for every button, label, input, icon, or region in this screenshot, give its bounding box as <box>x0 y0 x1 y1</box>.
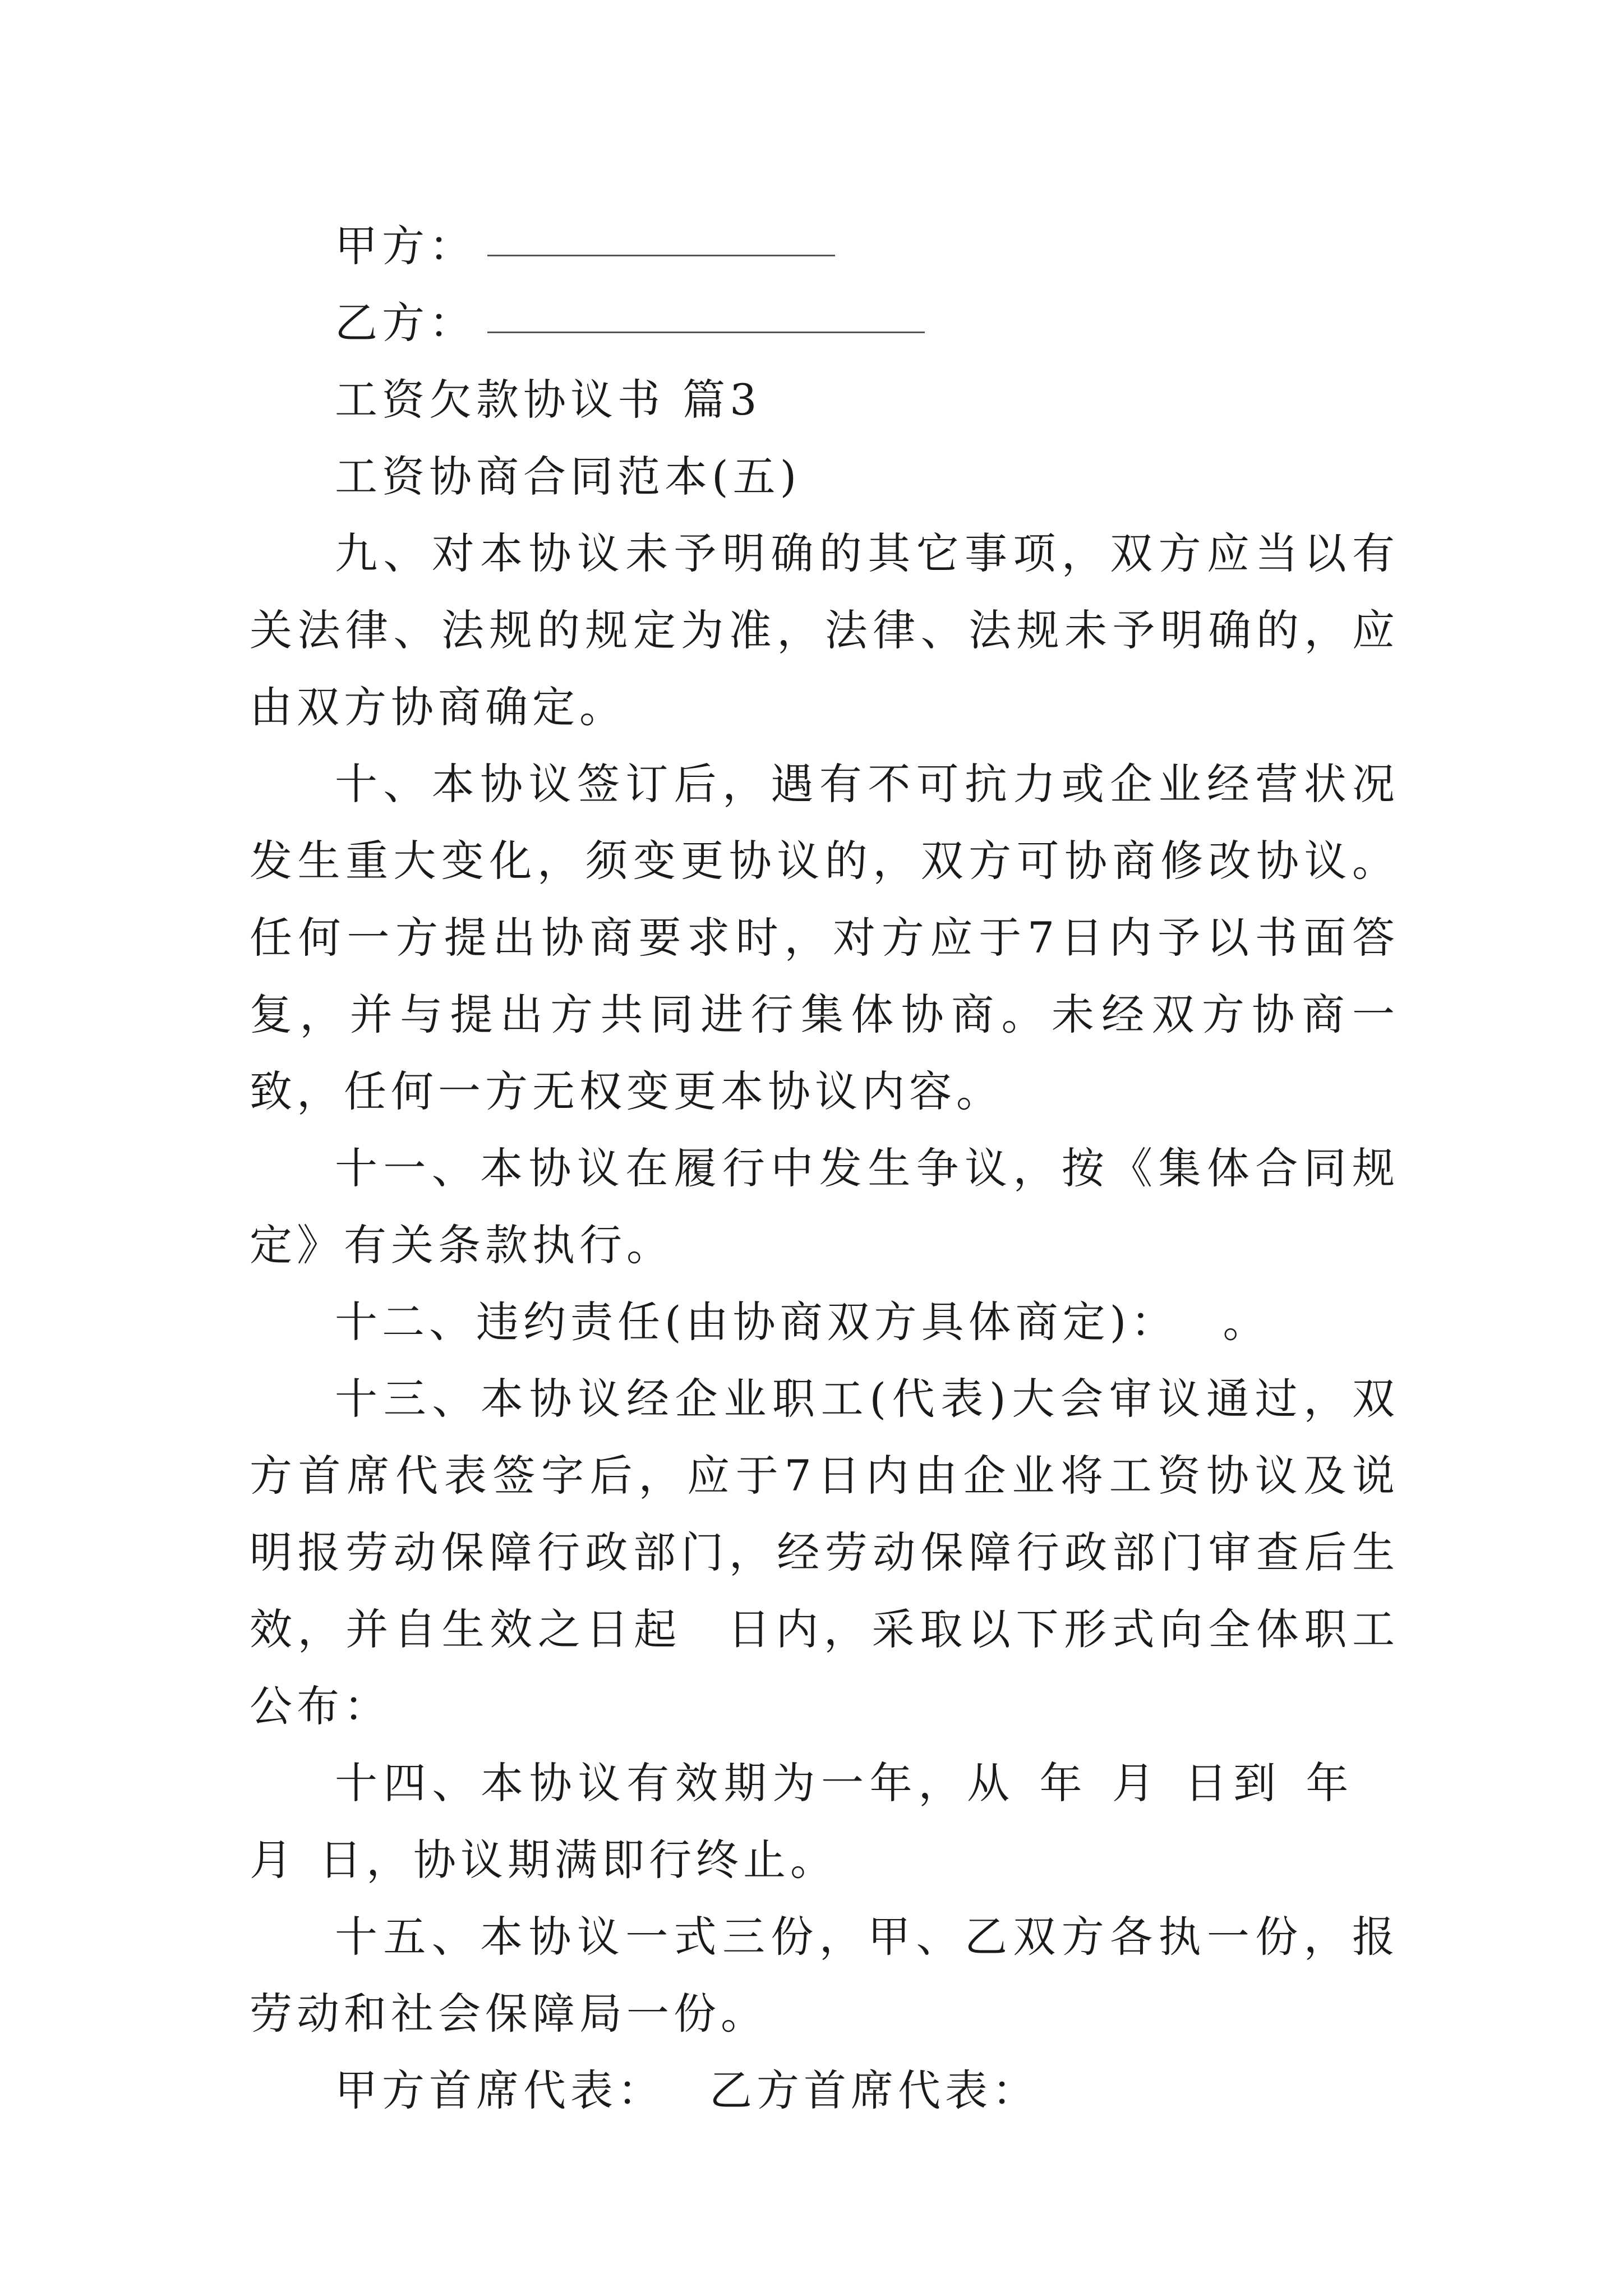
clause-12-text: 十二、违约责任(由协商双方具体商定)： <box>335 1297 1178 1347</box>
clause-14-text-end: 日，协议期满即行终止。 <box>319 1835 837 1885</box>
party-a-blank <box>487 254 835 256</box>
clause-14-month-2: 月 <box>250 1835 297 1885</box>
signature-b: 乙方首席代表： <box>709 2065 1039 2115</box>
signature-a: 甲方首席代表： <box>335 2065 665 2115</box>
clause-14-month-1: 月 <box>1110 1758 1161 1808</box>
party-b-label: 乙方： <box>335 298 476 348</box>
clause-15: 十五、本协议一式三份，甲、乙双方各执一份，报劳动和社会保障局一份。 <box>250 1912 1399 2039</box>
clause-13-text-b: 日内，采取以下形式向全体职工公布： <box>250 1604 1400 1731</box>
document-body <box>250 208 1399 2129</box>
clause-13-text-a: 十三、本协议经企业职工(代表)大会审议通过，双方首席代表签字后，应于7日内由企业将工资协议及说明报劳动保障行政部门，经劳动保障行政部门审查后生效，并自生效之日起 <box>250 1374 1399 1654</box>
party-a-label: 甲方： <box>335 221 476 271</box>
heading-2: 工资协商合同范本(五) <box>335 452 801 501</box>
clause-14-text-a: 十四、本协议有效期为一年，从 <box>335 1758 1016 1808</box>
party-a-line <box>250 208 1399 284</box>
clause-10: 十、本协议签订后，遇有不可抗力或企业经营状况发生重大变化，须变更协议的，双方可协商修改协议。任何一方提出协商要求时，对方应于7日内予以书面答复，并与提出方共同进行集体协商。未经双方协商一致，任何一方无权变更本协议内容。 <box>250 759 1399 1116</box>
heading-1: 工资欠款协议书 篇3 <box>335 375 762 425</box>
clause-14-year-1: 年 <box>1038 1758 1089 1808</box>
clause-12-end: 。 <box>1223 1297 1270 1347</box>
clause-14-year-2: 年 <box>1304 1758 1355 1808</box>
clause-11: 十一、本协议在履行中发生争议，按《集体合同规定》有关条款执行。 <box>250 1143 1399 1270</box>
signature-line <box>250 2052 1399 2129</box>
clause-14 <box>250 1745 1399 1898</box>
clause-14-day-to: 日到 <box>1183 1758 1282 1808</box>
party-b-blank <box>487 331 925 333</box>
party-b-line <box>250 284 1399 361</box>
clause-13 <box>250 1360 1399 1745</box>
clause-9: 九、对本协议未予明确的其它事项，双方应当以有关法律、法规的规定为准，法律、法规未予明确的，应由双方协商确定。 <box>250 528 1399 732</box>
clause-12 <box>250 1283 1399 1360</box>
